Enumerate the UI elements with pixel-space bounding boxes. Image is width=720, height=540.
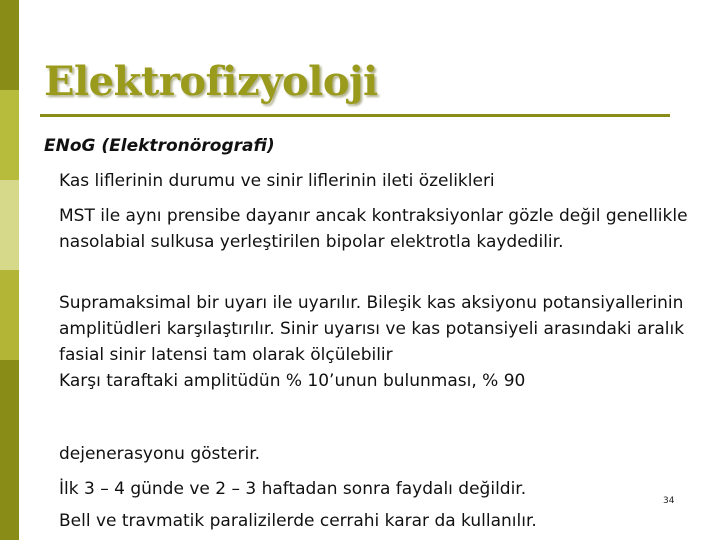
sidebar-band bbox=[0, 180, 19, 270]
page-number: 34 bbox=[663, 496, 675, 506]
sidebar-band bbox=[0, 90, 19, 180]
title-divider bbox=[40, 114, 670, 117]
body-paragraph: Bell ve travmatik paralizilerde cerrahi karar da kullanılır. bbox=[59, 511, 537, 531]
slide-subtitle: ENoG (Elektronörografi) bbox=[44, 136, 275, 156]
sidebar-decoration bbox=[0, 0, 19, 540]
sidebar-band bbox=[0, 360, 19, 540]
body-paragraph: Supramaksimal bir uyarı ile uyarılır. Bileşik kas aksiyonu potansiyallerinin amplitüdleri karşılaştırılır. Sinir uyarısı ve kas potansiyeli arasındaki aralık fasial sinir latensi tam olarak ölçülebilir Karşı taraftaki amplitüdün % 10’unun bulunması, % 90 bbox=[59, 293, 685, 391]
body-paragraph: dejenerasyonu gösterir. bbox=[59, 444, 261, 464]
slide-title: Elektrofizyoloji bbox=[44, 58, 378, 105]
body-paragraph: Kas liflerinin durumu ve sinir liflerinin ileti özelikleri bbox=[59, 171, 495, 191]
sidebar-band bbox=[0, 0, 19, 90]
body-paragraph: MST ile aynı prensibe dayanır ancak kontraksiyonlar gözle değil genellikle nasolabial sulkusa yerleştirilen bipolar elektrotla kaydedilir. bbox=[59, 206, 688, 252]
body-paragraph: İlk 3 – 4 günde ve 2 – 3 haftadan sonra faydalı değildir. bbox=[59, 479, 527, 499]
sidebar-band bbox=[0, 270, 19, 360]
